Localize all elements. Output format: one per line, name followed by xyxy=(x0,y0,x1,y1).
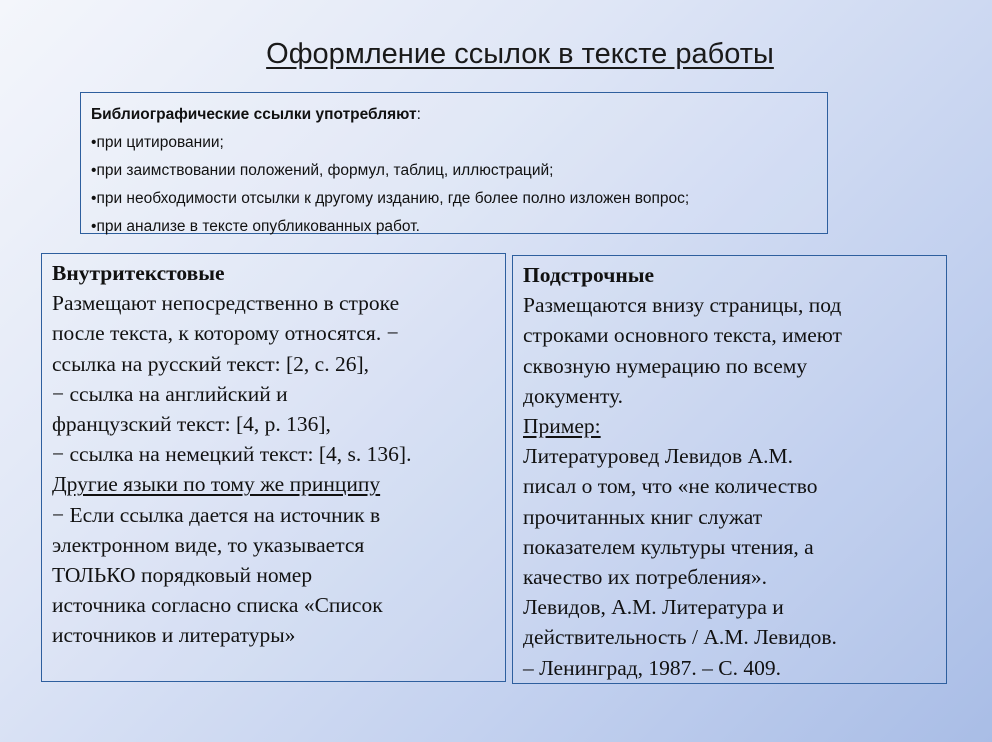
intro-lead-bold: Библиографические ссылки употребляют xyxy=(91,106,417,123)
list-item: • при необходимости отсылки к другому изданию, где более полно изложен вопрос; xyxy=(91,185,817,213)
text-line: документу. xyxy=(523,383,624,408)
intro-lead xyxy=(91,101,817,129)
text-line: прочитанных книг служат xyxy=(523,504,763,529)
intext-citations-box xyxy=(41,253,506,682)
list-item: • при цитировании; xyxy=(91,129,817,157)
example-label: Пример: xyxy=(523,414,601,439)
text-line: после текста, к которому относятся. − xyxy=(52,321,399,346)
text-line: сквозную нумерацию по всему xyxy=(523,353,808,378)
text-line: − ссылка на английский и xyxy=(52,381,288,406)
text-line: – Ленинград, 1987. – С. 409. xyxy=(523,655,782,680)
text-line: Размещают непосредственно в строке xyxy=(52,291,400,316)
text-line: действительность / А.М. Левидов. xyxy=(523,625,837,650)
text-line: качество их потребления». xyxy=(523,565,768,590)
intro-lead-colon: : xyxy=(416,106,421,123)
text-line: Литературовед Левидов А.М. xyxy=(523,444,793,469)
text-line: ТОЛЬКО порядковый номер xyxy=(52,563,313,588)
text-line: Левидов, А.М. Литература и xyxy=(523,595,784,620)
other-languages-note: Другие языки по тому же принципу xyxy=(52,472,381,497)
slide-title: Оформление ссылок в тексте работы xyxy=(266,38,774,70)
text-line: − ссылка на немецкий текст: [4, s. 136]. xyxy=(52,442,412,467)
text-line: французский текст: [4, р. 136], xyxy=(52,412,331,437)
intext-heading: Внутритекстовые xyxy=(52,261,225,285)
text-line: электронном виде, то указывается xyxy=(52,532,365,557)
text-line: − Если ссылка дается на источник в xyxy=(52,502,381,527)
text-line: строками основного текста, имеют xyxy=(523,323,842,348)
text-line: ссылка на русский текст: [2, с. 26], xyxy=(52,351,369,376)
text-line: источника согласно списка «Список xyxy=(52,593,383,618)
footnote-citations-box xyxy=(512,255,947,684)
text-line: писал о том, что «не количество xyxy=(523,474,818,499)
text-line: Размещаются внизу страницы, под xyxy=(523,293,842,318)
footnote-heading: Подстрочные xyxy=(523,263,655,287)
text-line: источников и литературы» xyxy=(52,623,296,648)
intro-box xyxy=(80,92,828,234)
text-line: показателем культуры чтения, а xyxy=(523,534,814,559)
list-item: • при заимствовании положений, формул, таблиц, иллюстраций; xyxy=(91,157,817,185)
list-item: • при анализе в тексте опубликованных работ. xyxy=(91,213,817,241)
intro-list xyxy=(91,129,817,241)
